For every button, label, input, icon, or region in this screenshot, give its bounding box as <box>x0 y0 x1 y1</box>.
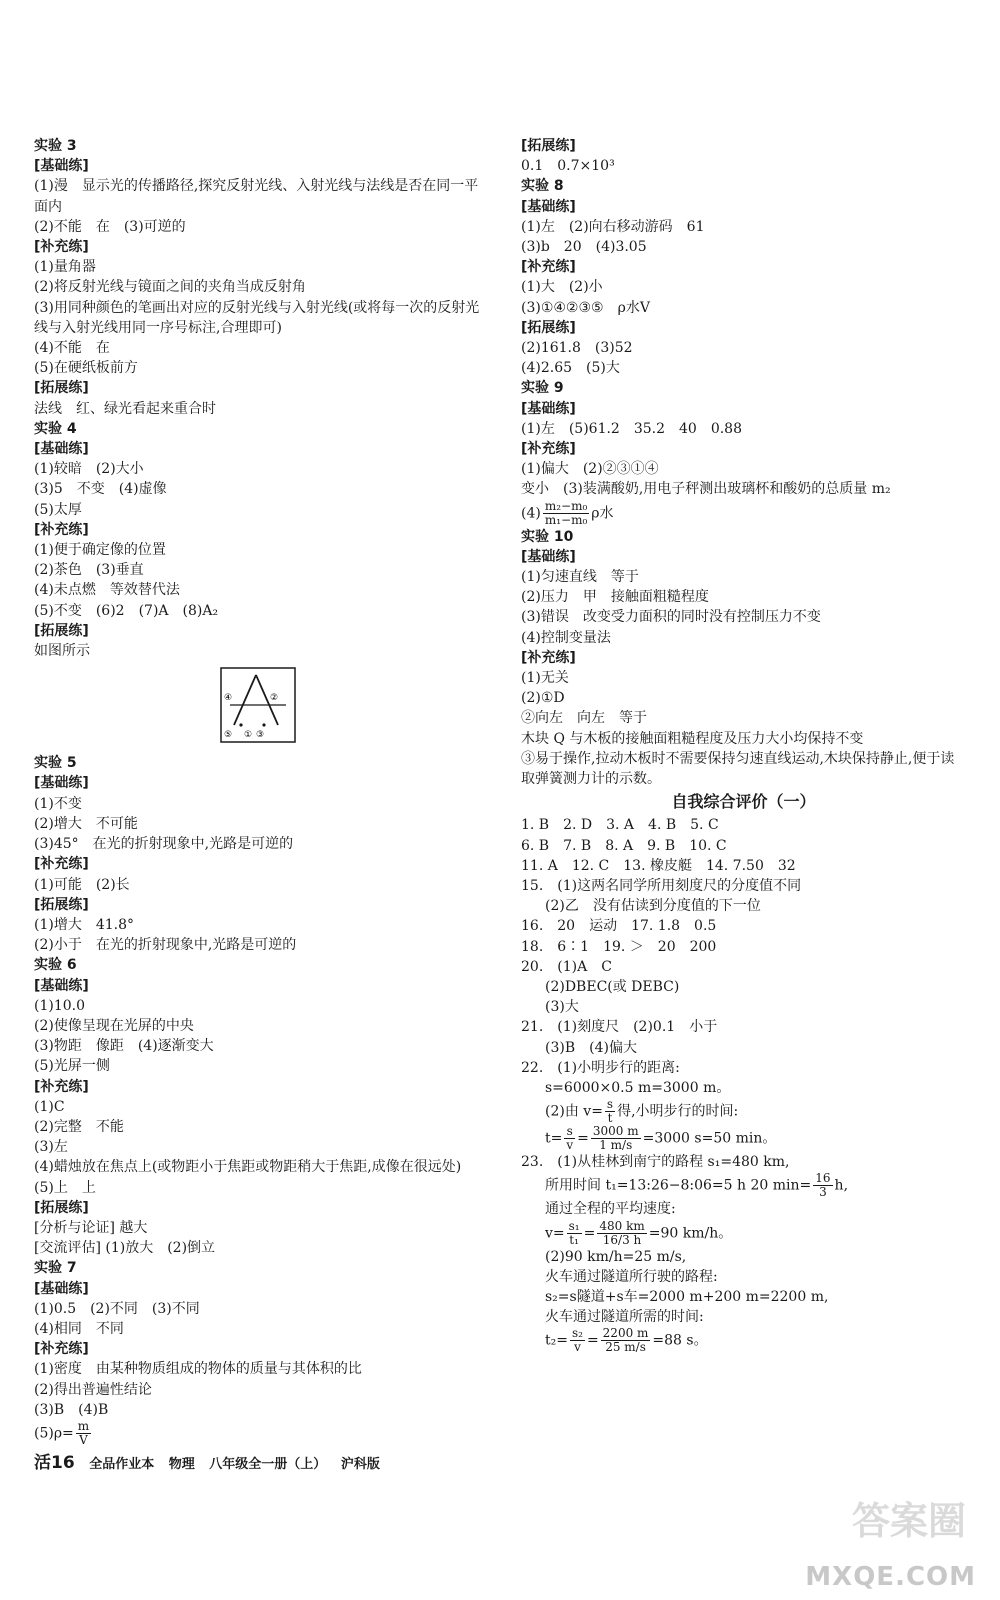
exp9-basic-1: (1)左 (5)61.2 35.2 40 0.88 <box>521 420 742 437</box>
exp5-supp-1: (1)可能 (2)长 <box>34 876 130 893</box>
exp3-supp-4: (4)不能 在 <box>34 340 110 357</box>
exp4-basic-3: (5)太厚 <box>34 501 82 518</box>
exp7-title: 实验 7 <box>34 1260 77 1277</box>
q23-time-prefix: 所用时间 t₁=13:26−8:06=5 h 20 min= <box>545 1177 812 1194</box>
exp6-ext-heading: [拓展练] <box>34 1199 89 1216</box>
review-answer-7: 18. 6∶1 19. ＞ 20 200 <box>521 938 717 955</box>
q22-time-num2: 3000 m <box>592 1124 639 1139</box>
exp6-basic-2: (2)使像呈现在光屏的中央 <box>34 1017 194 1034</box>
exp6-supp-3: (3)左 <box>34 1139 68 1156</box>
exp3-supp-heading: [补充练] <box>34 239 89 256</box>
exp9-supp-2: 变小 (3)装满酸奶,用电子秤测出玻璃杯和酸奶的总质量 m₂ <box>521 481 891 498</box>
exp4-supp-heading: [补充练] <box>34 521 89 538</box>
q23-time-suffix: h, <box>834 1177 849 1194</box>
q23-speed-frac2 <box>597 1220 646 1247</box>
exp6-supp-5: (5)上 上 <box>34 1179 96 1196</box>
exp9-title: 实验 9 <box>521 380 564 397</box>
exp6-ext-1: [分析与论证] 越大 <box>34 1219 148 1236</box>
exp7-ext-heading: [拓展练] <box>521 138 576 154</box>
exp5-title: 实验 5 <box>34 755 77 772</box>
q23-time-num: 16 <box>815 1171 831 1186</box>
exp4-supp-1: (1)便于确定像的位置 <box>34 542 166 559</box>
exp8-basic-heading: [基础练] <box>521 198 576 215</box>
exp9-supp-3 <box>521 500 966 527</box>
q23-speed-num1: s₁ <box>568 1218 580 1233</box>
exp3-supp-2: (2)将反射光线与镜面之间的夹角当成反射角 <box>34 279 306 296</box>
review-answer-11: 21. (1)刻度尺 (2)0.1 小于 <box>521 1019 718 1036</box>
q22-step2-suffix: 得,小明步行的时间: <box>617 1103 739 1120</box>
exp7-basic-heading: [基础练] <box>34 1280 89 1297</box>
q23-speed-prefix: v= <box>545 1225 565 1242</box>
exp7-supp-5 <box>34 1420 489 1447</box>
review-answer-16 <box>521 1125 966 1152</box>
review-answer-12: (3)B (4)偏大 <box>545 1039 637 1056</box>
exp9-supp-1: (1)偏大 (2)②③①④ <box>521 461 659 478</box>
q22-time-frac2 <box>591 1125 641 1152</box>
exp6-basic-heading: [基础练] <box>34 977 89 994</box>
watermark-logo <box>848 1490 978 1548</box>
exp7-basic-1: (1)0.5 (2)不同 (3)不同 <box>34 1300 200 1317</box>
q23-tunnel-suffix: =88 s。 <box>652 1332 708 1349</box>
exp4-supp-4: (5)不变 (6)2 (7)A (8)A₂ <box>34 602 219 619</box>
review-title: 自我综合评价（一） <box>671 792 816 812</box>
q23-tunnel-den2: 25 m/s <box>605 1340 646 1355</box>
review-answer-6: 16. 20 运动 17. 1.8 0.5 <box>521 918 717 935</box>
exp6-supp-2: (2)完整 不能 <box>34 1118 124 1135</box>
exp5-basic-3: (3)45° 在光的折射现象中,光路是可逆的 <box>34 836 294 853</box>
q23-tunnel-eq: = <box>586 1332 599 1349</box>
exp3-ext-heading: [拓展练] <box>34 380 89 397</box>
exp4-ext-1: 如图所示 <box>34 643 90 660</box>
q23-speed-num2: 480 km <box>599 1218 645 1233</box>
exp8-ext-2: (4)2.65 (5)大 <box>521 360 620 377</box>
fig-label-4: ④ <box>224 693 233 704</box>
yogurt-formula-prefix: (4) <box>521 505 541 522</box>
q23-tunnel-den1: v <box>574 1340 581 1355</box>
ray-left <box>234 675 256 725</box>
yogurt-fraction <box>543 500 589 527</box>
exp8-basic-2: (3)b 20 (4)3.05 <box>521 239 647 256</box>
fig-label-3: ③ <box>256 730 265 741</box>
density-denominator: V <box>79 1432 88 1447</box>
review-answer-23: s₂=s隧道+s车=2000 m+200 m=2200 m, <box>545 1288 829 1305</box>
q22-time-eq: = <box>577 1130 589 1147</box>
exp4-basic-1: (1)较暗 (2)大小 <box>34 461 144 478</box>
review-answer-9: (2)DBEC(或 DEBC) <box>545 978 680 995</box>
exp6-supp-heading: [补充练] <box>34 1078 89 1095</box>
exp5-ext-1: (1)增大 41.8° <box>34 916 135 933</box>
exp4-supp-3: (4)未点燃 等效替代法 <box>34 582 180 599</box>
review-answer-8: 20. (1)A C <box>521 958 612 975</box>
exp10-supp-4: 木块 Q 与木板的接触面粗糙程度及压力大小均保持不变 <box>521 730 864 747</box>
watermark-url: MXQE.COM <box>805 1562 976 1592</box>
exp3-ext-1: 法线 红、绿光看起来重合时 <box>34 400 216 417</box>
yogurt-numerator: m₂−m₀ <box>544 498 588 513</box>
exp4-ext-heading: [拓展练] <box>34 622 89 639</box>
exp5-supp-heading: [补充练] <box>34 856 89 873</box>
right-column <box>521 136 966 1354</box>
review-answer-3: 11. A 12. C 13. 橡皮艇 14. 7.50 32 <box>521 857 796 874</box>
exp10-basic-2: (2)压力 甲 接触面粗糙程度 <box>521 589 709 606</box>
review-answer-25 <box>521 1327 966 1354</box>
left-column <box>34 136 489 1447</box>
review-answer-19: 通过全程的平均速度: <box>545 1201 676 1218</box>
exp10-basic-3: (3)错误 改变受力面积的同时没有控制压力不变 <box>521 609 821 626</box>
q23-speed-den1: t₁ <box>569 1232 579 1247</box>
exp7-basic-2: (4)相同 不同 <box>34 1320 124 1337</box>
q22-speed-fraction <box>605 1098 615 1125</box>
exp10-basic-heading: [基础练] <box>521 548 576 565</box>
review-answer-15 <box>521 1098 966 1125</box>
exp10-supp-2: (2)①D <box>521 690 565 707</box>
footer-grade: 八年级全一册（上） <box>209 1457 327 1472</box>
exp8-ext-1: (2)161.8 (3)52 <box>521 340 633 357</box>
review-answer-22: 火车通过隧道所行驶的路程: <box>545 1268 718 1285</box>
q22-time-prefix: t= <box>545 1130 563 1147</box>
exp4-supp-2: (2)茶色 (3)垂直 <box>34 562 144 579</box>
page-number: 活16 <box>34 1453 75 1473</box>
review-answer-4: 15. (1)这两名同学所用刻度尺的分度值不同 <box>521 877 802 894</box>
review-answer-18 <box>521 1172 966 1199</box>
exp4-basic-heading: [基础练] <box>34 441 89 458</box>
exp8-basic-1: (1)左 (2)向右移动游码 61 <box>521 218 705 235</box>
exp7-supp-1: (1)密度 由某种物质组成的物体的质量与其体积的比 <box>34 1361 362 1378</box>
review-answer-5: (2)乙 没有估读到分度值的下一位 <box>545 898 761 915</box>
q23-speed-suffix: =90 km/h。 <box>648 1225 733 1242</box>
exp9-supp-heading: [补充练] <box>521 441 576 458</box>
page-footer <box>34 1448 390 1473</box>
exp6-basic-1: (1)10.0 <box>34 997 86 1014</box>
footer-series: 全品作业本 <box>89 1457 155 1472</box>
review-answer-13: 22. (1)小明步行的距离: <box>521 1059 680 1076</box>
exp10-supp-5: ③易于操作,拉动木板时不需要保持匀速直线运动,木块保持静止,便于读取弹簧测力计的示数。 <box>521 750 955 788</box>
exp7-supp-heading: [补充练] <box>34 1341 89 1358</box>
q23-tunnel-num1: s₂ <box>571 1326 583 1341</box>
exp3-basic-heading: [基础练] <box>34 158 89 175</box>
exp4-title: 实验 4 <box>34 420 77 437</box>
review-answer-10: (3)大 <box>545 999 579 1016</box>
footer-subject: 物理 <box>168 1457 195 1472</box>
exp5-ext-2: (2)小于 在光的折射现象中,光路是可逆的 <box>34 937 297 954</box>
q23-speed-den2: 16/3 h <box>602 1232 642 1247</box>
fig-label-5: ⑤ <box>224 730 233 741</box>
exp8-title: 实验 8 <box>521 178 564 195</box>
review-answer-2: 6. B 7. B 8. A 9. B 10. C <box>521 837 727 854</box>
q23-tunnel-frac1 <box>570 1327 585 1354</box>
fig-label-1: ① <box>244 730 253 741</box>
exp8-supp-heading: [补充练] <box>521 259 576 276</box>
review-answer-1: 1. B 2. D 3. A 4. B 5. C <box>521 817 719 834</box>
exp5-ext-heading: [拓展练] <box>34 896 89 913</box>
exp5-basic-2: (2)增大 不可能 <box>34 815 138 832</box>
exp10-supp-3: ②向左 向左 等于 <box>521 710 647 727</box>
exp10-title: 实验 10 <box>521 528 574 545</box>
exp10-supp-1: (1)无关 <box>521 670 569 687</box>
exp3-basic-2: (2)不能 在 (3)可逆的 <box>34 218 186 235</box>
exp4-basic-2: (3)5 不变 (4)虚像 <box>34 481 167 498</box>
review-answer-24: 火车通过隧道所需的时间: <box>545 1309 704 1326</box>
mirror-diagram <box>220 667 296 743</box>
q23-speed-frac1 <box>567 1220 582 1247</box>
exp6-supp-1: (1)C <box>34 1098 65 1115</box>
exp3-supp-5: (5)在硬纸板前方 <box>34 360 138 377</box>
exp7-supp-3: (3)B (4)B <box>34 1401 109 1418</box>
q23-tunnel-frac2 <box>601 1327 651 1354</box>
exp9-basic-heading: [基础练] <box>521 400 576 417</box>
exp3-supp-1: (1)量角器 <box>34 259 96 276</box>
exp7-ext-1: 0.1 0.7×10³ <box>521 158 615 175</box>
q23-tunnel-num2: 2200 m <box>602 1326 649 1341</box>
exp10-basic-1: (1)匀速直线 等于 <box>521 569 639 586</box>
exp6-ext-2: [交流评估] (1)放大 (2)倒立 <box>34 1240 216 1257</box>
q22-speed-num: s <box>606 1097 614 1112</box>
q22-step2-prefix: (2)由 v= <box>545 1103 603 1120</box>
footer-edition: 沪科版 <box>340 1457 380 1472</box>
density-formula-prefix: (5)ρ= <box>34 1425 74 1442</box>
exp10-supp-heading: [补充练] <box>521 649 576 666</box>
review-answer-20 <box>521 1220 966 1247</box>
fig-label-2: ② <box>270 693 279 704</box>
exp3-supp-3: (3)用同种颜色的笔画出对应的反射光线与入射光线(或将每一次的反射光线与入射光线用同一序号标注,合理即可) <box>34 299 480 336</box>
yogurt-formula-suffix: ρ水 <box>591 505 614 522</box>
exp5-basic-heading: [基础练] <box>34 775 89 792</box>
review-answer-17: 23. (1)从桂林到南宁的路程 s₁=480 km, <box>521 1154 790 1171</box>
exp3-basic-1: (1)漫 显示光的传播路径,探究反射光线、入射光线与法线是否在同一平面内 <box>34 178 479 215</box>
exp6-basic-4: (5)光屏一侧 <box>34 1058 110 1075</box>
point-a <box>239 724 242 727</box>
q23-tunnel-prefix: t₂= <box>545 1332 568 1349</box>
q23-speed-eq: = <box>583 1225 596 1242</box>
q23-time-den: 3 <box>819 1185 827 1200</box>
q22-time-den2: 1 m/s <box>599 1138 633 1153</box>
exp5-basic-1: (1)不变 <box>34 795 82 812</box>
exp8-ext-heading: [拓展练] <box>521 319 576 336</box>
q22-time-frac1 <box>564 1125 575 1152</box>
point-b <box>262 724 265 727</box>
q23-time-fraction <box>813 1172 832 1199</box>
density-fraction <box>76 1420 91 1447</box>
q22-time-num1: s <box>564 1125 575 1139</box>
watermark-logo-text: 答案圈 <box>852 1499 967 1543</box>
q22-time-suffix: =3000 s=50 min。 <box>642 1130 777 1147</box>
yogurt-denominator: m₁−m₀ <box>544 512 588 527</box>
exp6-basic-3: (3)物距 像距 (4)逐渐变大 <box>34 1038 214 1055</box>
q22-time-den1: v <box>566 1138 574 1153</box>
q22-speed-den: t <box>607 1111 613 1126</box>
exp8-supp-1: (1)大 (2)小 <box>521 279 603 296</box>
exp6-supp-4: (4)蜡烛放在焦点上(或物距小于焦距或物距稍大于焦距,成像在很远处) <box>34 1159 462 1176</box>
exp7-supp-2: (2)得出普遍性结论 <box>34 1381 152 1398</box>
density-numerator: m <box>77 1418 90 1433</box>
review-answer-21: (2)90 km/h=25 m/s, <box>545 1248 687 1265</box>
exp6-title: 实验 6 <box>34 957 77 974</box>
exp10-basic-4: (4)控制变量法 <box>521 629 611 646</box>
exp8-supp-2: (3)①④②③⑤ ρ水V <box>521 299 650 316</box>
review-answer-14: s=6000×0.5 m=3000 m。 <box>545 1079 731 1096</box>
exp3-title: 实验 3 <box>34 138 77 154</box>
